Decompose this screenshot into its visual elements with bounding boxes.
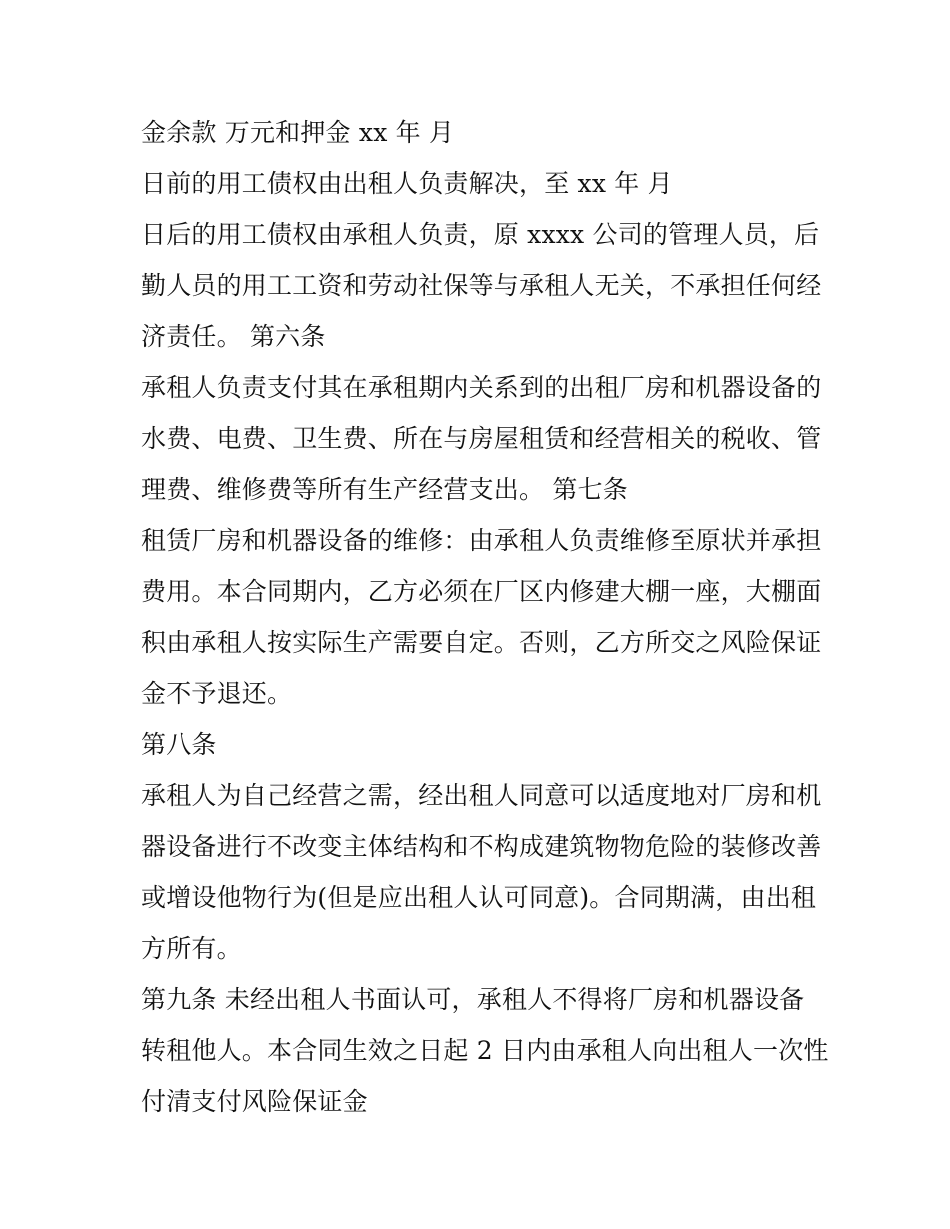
text-line: 理费、维修费等所有生产经营支出。 第七条: [141, 475, 628, 504]
text-line: 方所有。: [141, 934, 242, 963]
text-line: 租赁厂房和机器设备的维修：由承租人负责维修至原状并承担: [141, 526, 822, 555]
text-line: 积由承租人按实际生产需要自定。否则，乙方所交之风险保证: [141, 628, 822, 657]
text-line: 付清支付风险保证金: [141, 1087, 368, 1116]
text-line: 转租他人。本合同生效之日起 2 日内由承租人向出租人一次性: [141, 1036, 829, 1065]
text-line: 器设备进行不改变主体结构和不构成建筑物物危险的装修改善: [141, 832, 822, 861]
text-line: 水费、电费、卫生费、所在与房屋租赁和经营相关的税收、管: [141, 424, 822, 453]
document-body: [141, 107, 831, 1127]
text-line: 金余款 万元和押金 xx 年 月: [141, 118, 455, 147]
text-line: 济责任。 第六条: [141, 322, 326, 351]
text-line: 勤人员的用工工资和劳动社保等与承租人无关，不承担任何经: [141, 271, 822, 300]
text-line: 第九条 未经出租人书面认可，承租人不得将厂房和机器设备: [141, 985, 805, 1014]
text-line: 日后的用工债权由承租人负责，原 xxxx 公司的管理人员，后: [141, 220, 820, 249]
text-line: 承租人为自己经营之需，经出租人同意可以适度地对厂房和机: [141, 781, 822, 810]
text-line: 金不予退还。: [141, 679, 293, 708]
text-line: 费用。本合同期内，乙方必须在厂区内修建大棚一座，大棚面: [141, 577, 822, 606]
text-line: 第八条: [141, 730, 217, 759]
text-line: 或增设他物行为(但是应出租人认可同意)。合同期满，由出租: [141, 883, 817, 912]
text-line: 承租人负责支付其在承租期内关系到的出租厂房和机器设备的: [141, 373, 822, 402]
text-line: 日前的用工债权由出租人负责解决，至 xx 年 月: [141, 169, 673, 198]
